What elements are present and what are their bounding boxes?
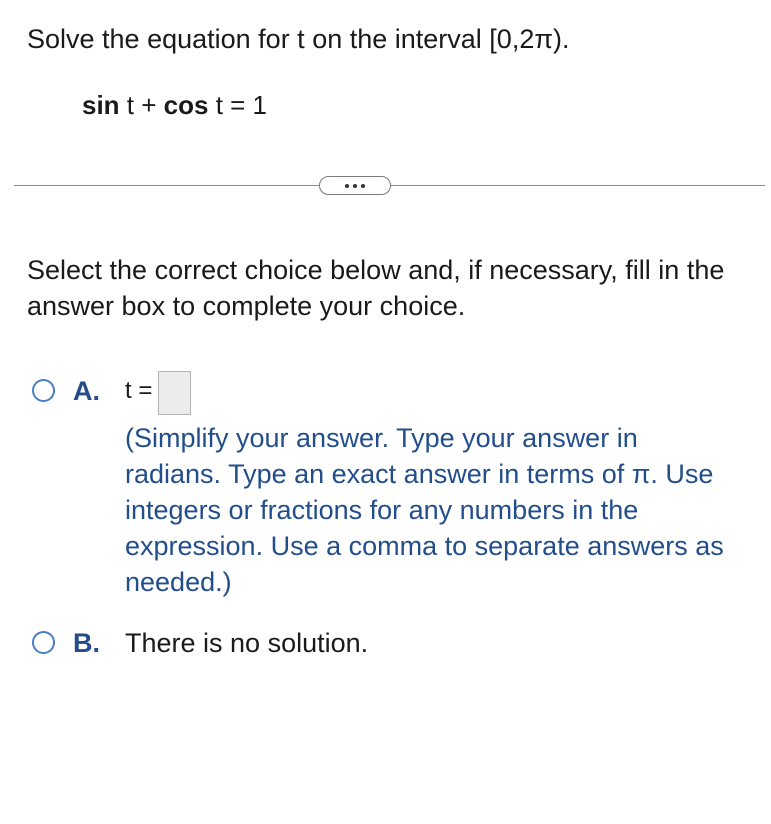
answer-prefix: t = [125, 377, 153, 404]
instructions-text: Select the correct choice below and, if necessary, fill in the answer box to complete your choice. [27, 255, 725, 321]
choice-b-radio[interactable] [32, 631, 55, 654]
choice-b-letter: B. [73, 628, 100, 658]
equation-var-t: t + [119, 90, 164, 120]
ellipsis-icon [353, 184, 357, 188]
question-prompt: Solve the equation for t on the interval [0,2π). [27, 24, 570, 54]
equation-sin: sin [82, 90, 120, 120]
choice-a-letter: A. [73, 376, 100, 406]
choice-b[interactable] [32, 626, 368, 660]
choice-a[interactable] [32, 374, 725, 600]
answer-input-box[interactable] [158, 371, 191, 415]
choice-b-text: There is no solution. [125, 628, 369, 658]
answer-line [125, 374, 725, 408]
equation-rest: t = 1 [208, 90, 268, 120]
ellipsis-icon [361, 184, 365, 188]
choice-a-body [125, 374, 725, 600]
choice-a-radio[interactable] [32, 379, 55, 402]
expand-more-button[interactable] [319, 176, 391, 195]
equation-cos: cos [163, 90, 209, 120]
equation [82, 88, 267, 122]
answer-hint: (Simplify your answer. Type your answer in radians. Type an exact answer in terms of π. Use integers or fractions for any numbers in the expression. Use a comma to separate answers as needed.) [125, 423, 724, 597]
ellipsis-icon [345, 184, 349, 188]
